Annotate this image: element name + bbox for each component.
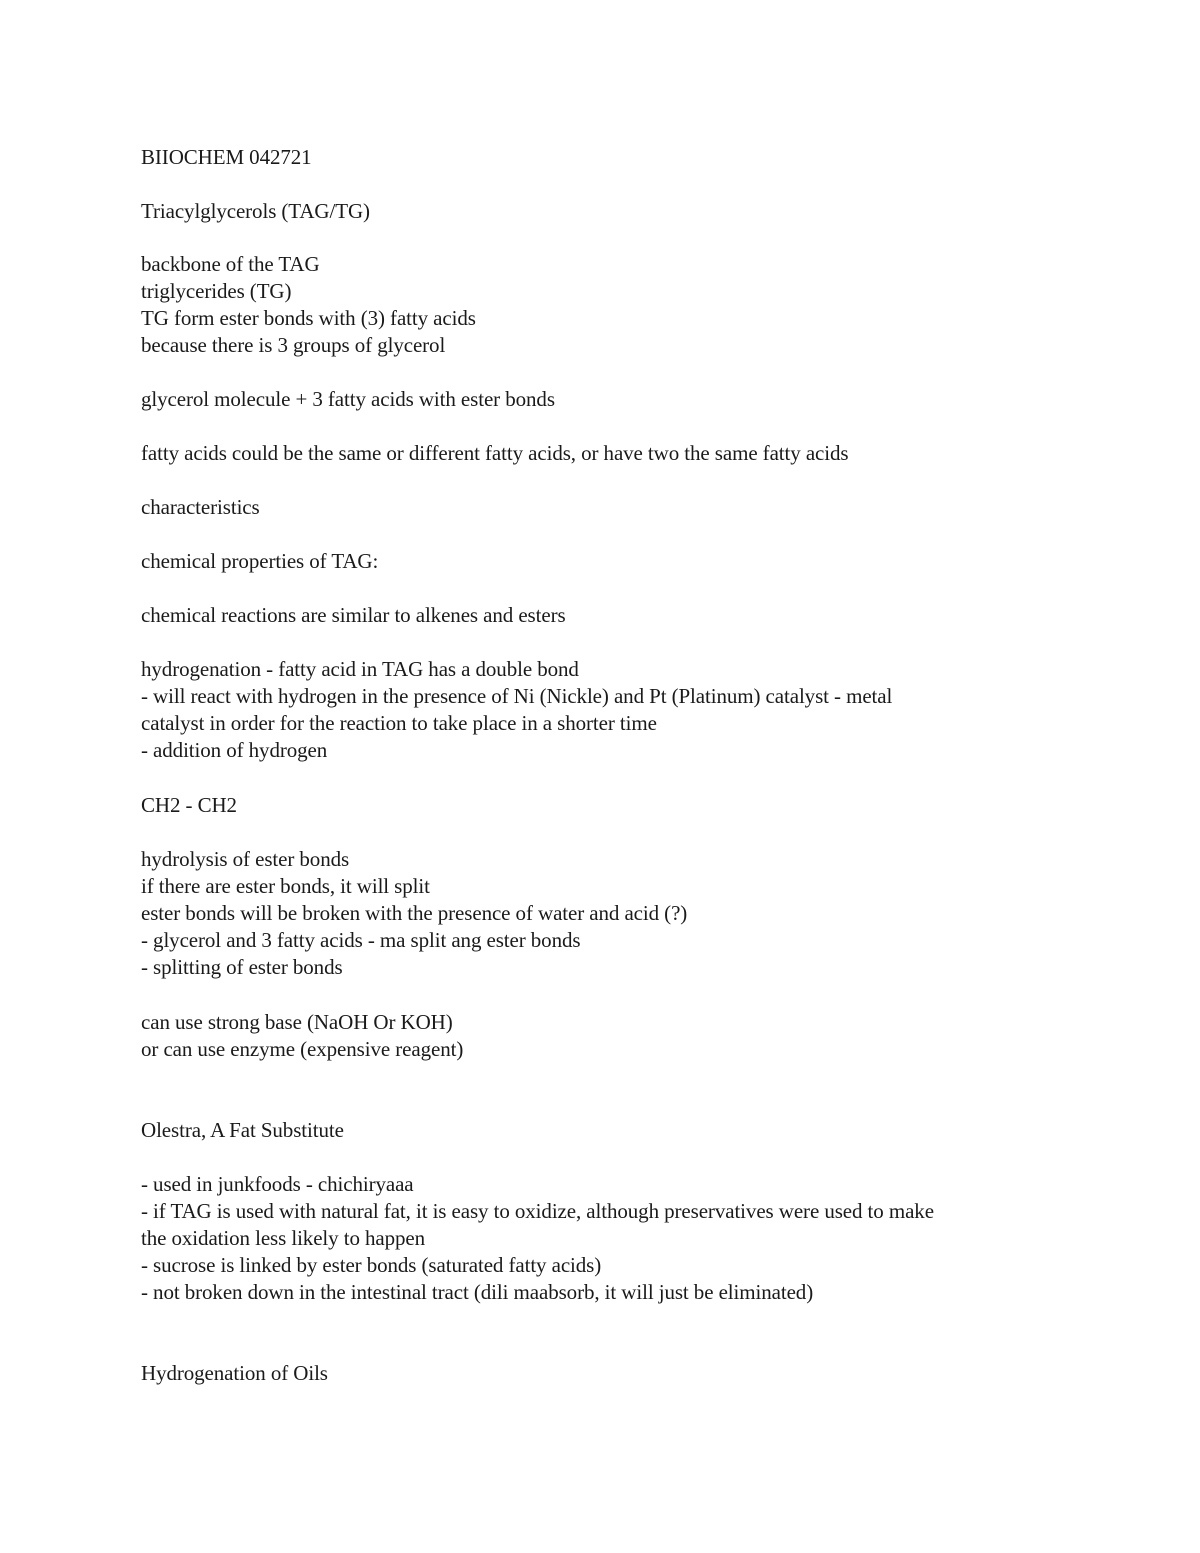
text-line: - will react with hydrogen in the presence of Ni (Nickle) and Pt (Platinum) catalyst - metal bbox=[141, 684, 893, 708]
text-line: if there are ester bonds, it will split bbox=[141, 874, 430, 898]
text-line: hydrolysis of ester bonds bbox=[141, 847, 350, 871]
formula-line: CH2 - CH2 bbox=[141, 793, 237, 817]
text-line: or can use enzyme (expensive reagent) bbox=[141, 1037, 464, 1061]
heading-characteristics: characteristics bbox=[141, 495, 260, 519]
heading-chemical-properties: chemical properties of TAG: bbox=[141, 549, 379, 573]
text-line: - not broken down in the intestinal tract (dili maabsorb, it will just be eliminated) bbox=[141, 1280, 814, 1304]
text-line: - addition of hydrogen bbox=[141, 738, 328, 762]
text-line: catalyst in order for the reaction to take place in a shorter time bbox=[141, 711, 657, 735]
text-line: hydrogenation - fatty acid in TAG has a double bond bbox=[141, 657, 579, 681]
text-line: the oxidation less likely to happen bbox=[141, 1226, 426, 1250]
heading-olestra: Olestra, A Fat Substitute bbox=[141, 1118, 344, 1142]
text-line: - glycerol and 3 fatty acids - ma split ang ester bonds bbox=[141, 928, 581, 952]
text-line: chemical reactions are similar to alkenes and esters bbox=[141, 603, 566, 627]
text-line: because there is 3 groups of glycerol bbox=[141, 333, 446, 357]
text-line: glycerol molecule + 3 fatty acids with ester bonds bbox=[141, 387, 555, 411]
text-line: ester bonds will be broken with the presence of water and acid (?) bbox=[141, 901, 688, 925]
text-line: - used in junkfoods - chichiryaaa bbox=[141, 1172, 414, 1196]
text-line: - splitting of ester bonds bbox=[141, 955, 343, 979]
document-title: BIIOCHEM 042721 bbox=[141, 145, 312, 169]
text-line: can use strong base (NaOH Or KOH) bbox=[141, 1010, 453, 1034]
text-line: - if TAG is used with natural fat, it is easy to oxidize, although preservatives were used to make bbox=[141, 1199, 934, 1223]
text-line: backbone of the TAG bbox=[141, 252, 320, 276]
heading-triacylglycerols: Triacylglycerols (TAG/TG) bbox=[141, 199, 370, 223]
text-line: TG form ester bonds with (3) fatty acids bbox=[141, 306, 476, 330]
text-line: fatty acids could be the same or different fatty acids, or have two the same fatty acids bbox=[141, 441, 849, 465]
heading-hydrogenation-of-oils: Hydrogenation of Oils bbox=[141, 1361, 328, 1385]
text-line: - sucrose is linked by ester bonds (saturated fatty acids) bbox=[141, 1253, 602, 1277]
text-line: triglycerides (TG) bbox=[141, 279, 292, 303]
